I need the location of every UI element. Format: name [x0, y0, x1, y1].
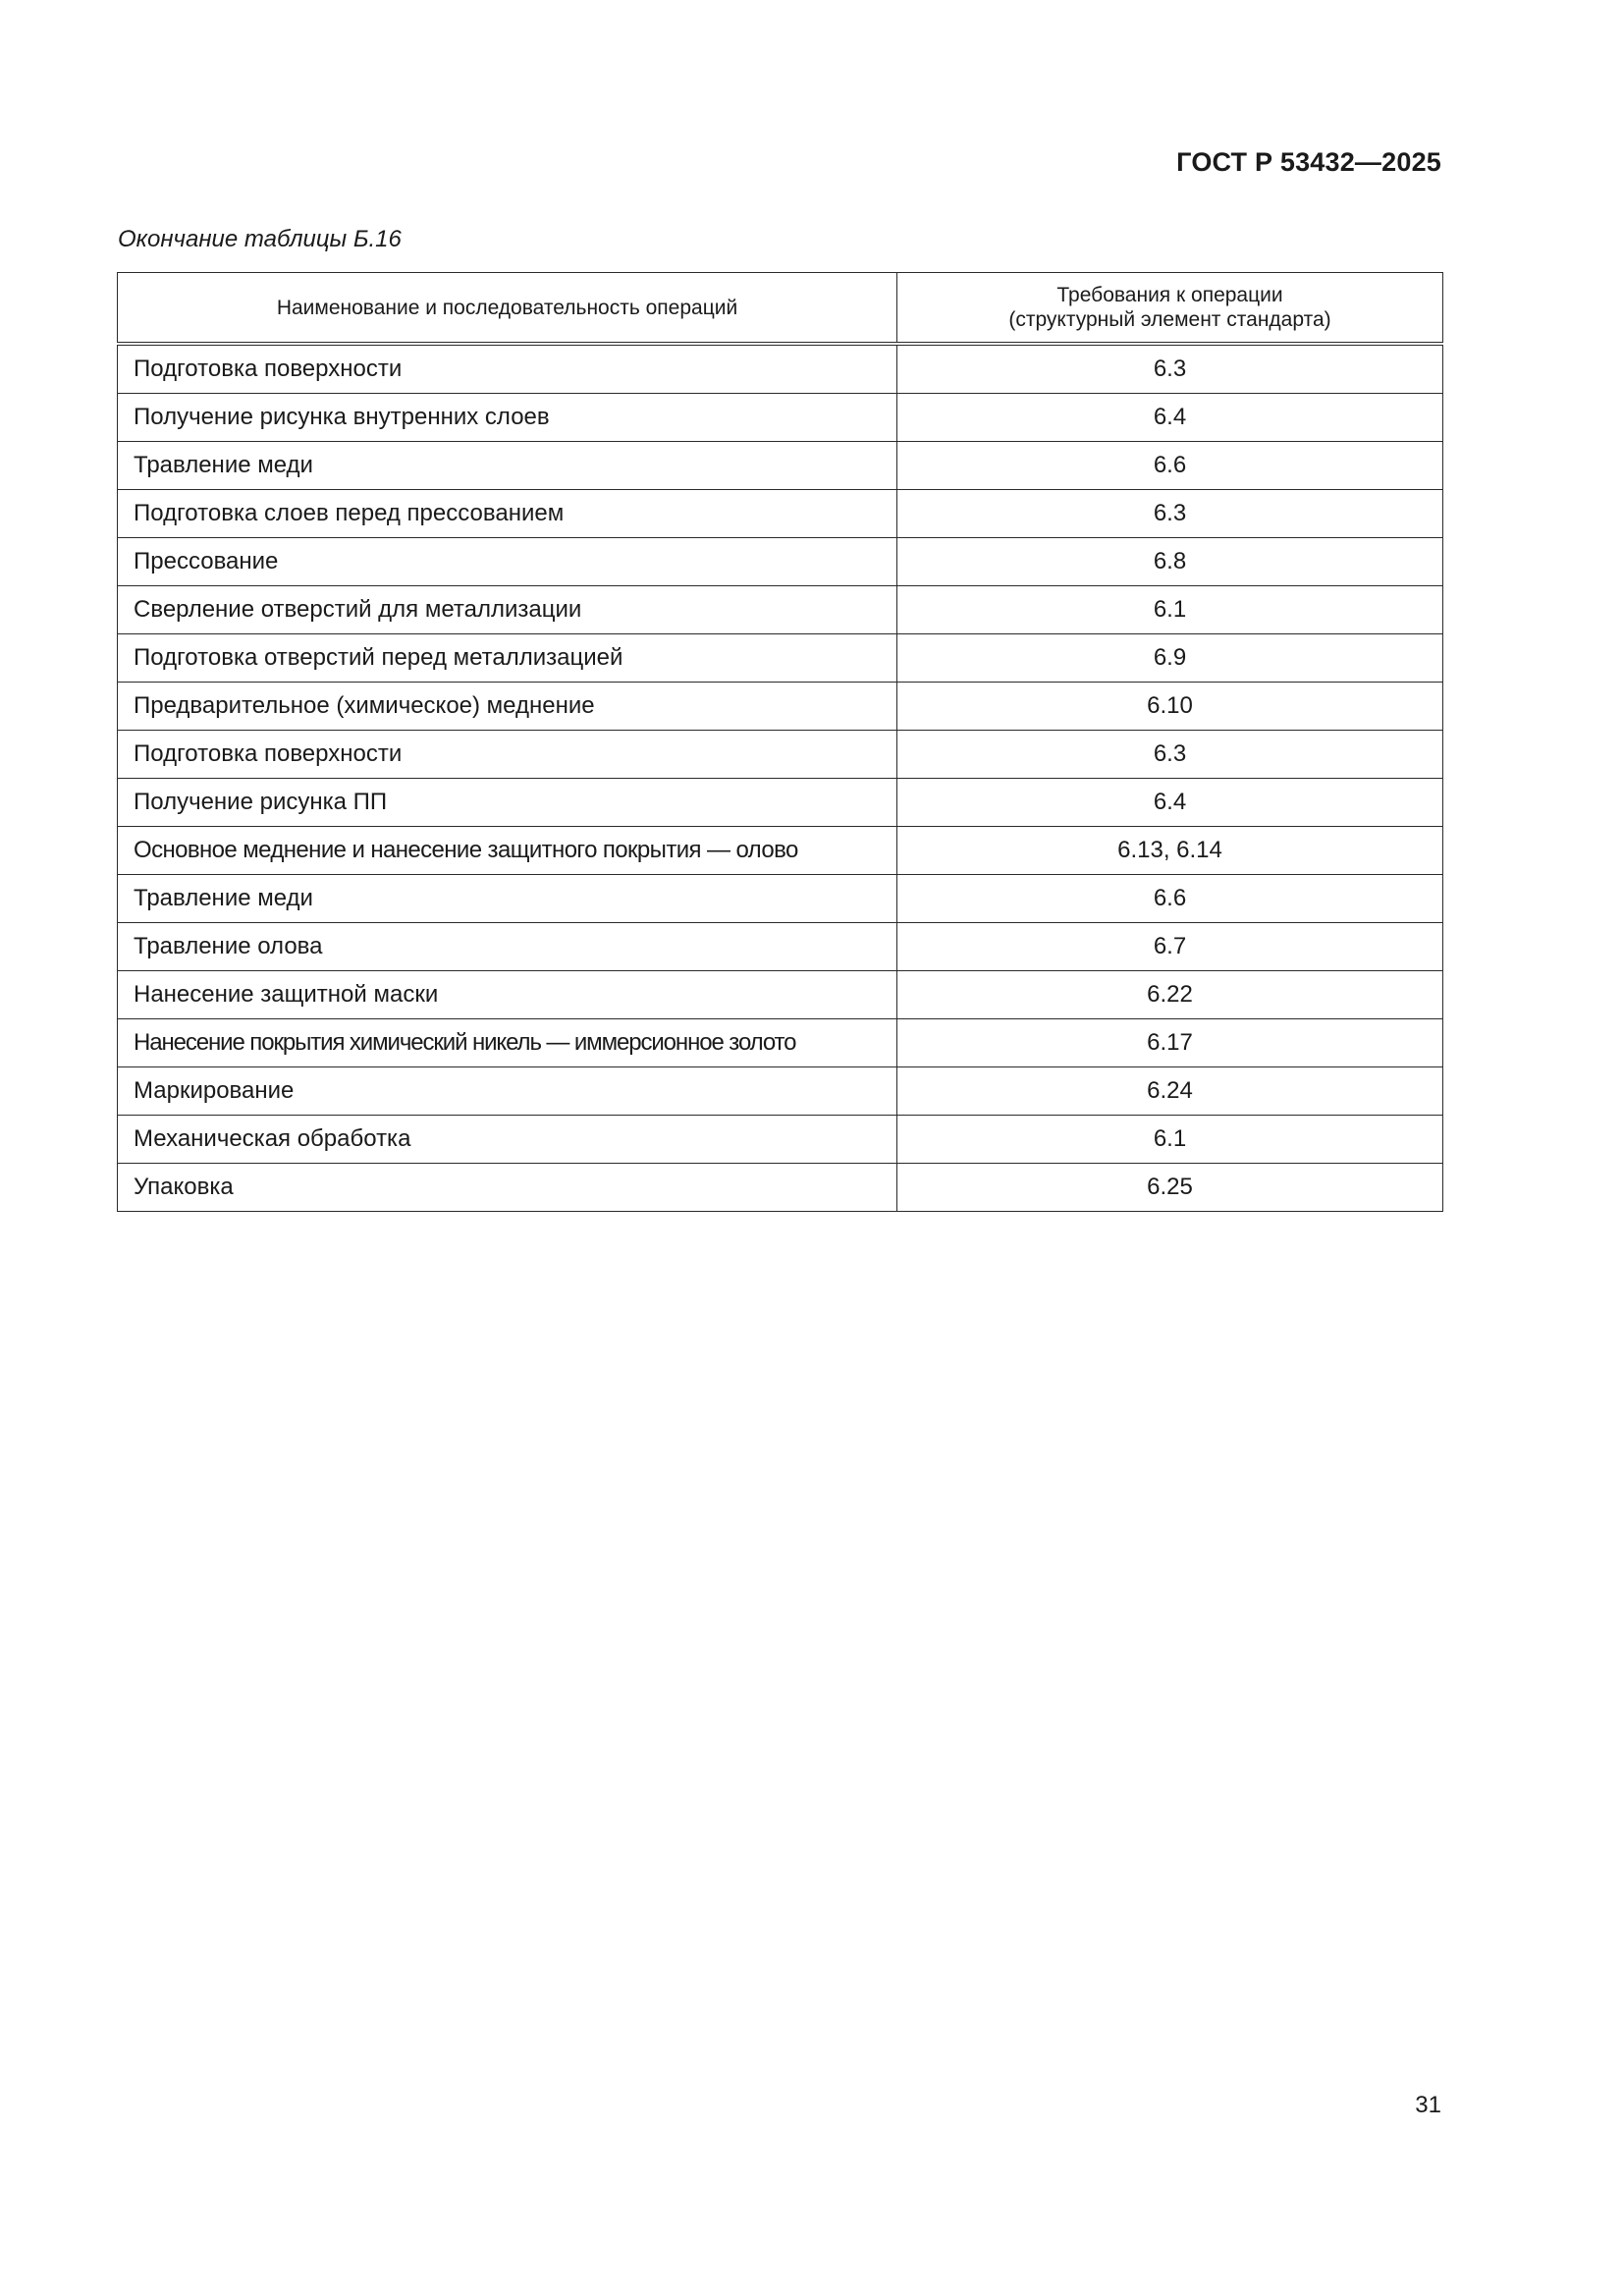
operation-name: Травление меди [118, 875, 897, 923]
column-header-operation: Наименование и последовательность операций [118, 273, 897, 345]
table-row [118, 586, 1443, 634]
operation-name: Получение рисунка ПП [118, 779, 897, 827]
table-row [118, 344, 1443, 394]
operation-name: Прессование [118, 538, 897, 586]
operation-requirement: 6.25 [897, 1164, 1443, 1212]
table-row [118, 490, 1443, 538]
table-row [118, 827, 1443, 875]
operation-requirement: 6.24 [897, 1067, 1443, 1116]
table-header-row [118, 273, 1443, 345]
operation-requirement: 6.8 [897, 538, 1443, 586]
operation-requirement: 6.9 [897, 634, 1443, 683]
operation-requirement: 6.6 [897, 875, 1443, 923]
operation-requirement: 6.3 [897, 731, 1443, 779]
operation-name: Упаковка [118, 1164, 897, 1212]
operation-name: Подготовка поверхности [118, 731, 897, 779]
operation-name: Нанесение покрытия химический никель — иммерсионное золото [118, 1019, 897, 1067]
operation-requirement: 6.7 [897, 923, 1443, 971]
table-row [118, 394, 1443, 442]
column-header-requirements [897, 273, 1443, 345]
operation-requirement: 6.4 [897, 394, 1443, 442]
table-row [118, 1067, 1443, 1116]
operation-name: Нанесение защитной маски [118, 971, 897, 1019]
operation-requirement: 6.6 [897, 442, 1443, 490]
operation-requirement: 6.13, 6.14 [897, 827, 1443, 875]
operation-requirement: 6.17 [897, 1019, 1443, 1067]
operation-name: Травление олова [118, 923, 897, 971]
table-row [118, 634, 1443, 683]
table-row [118, 1019, 1443, 1067]
operation-requirement: 6.22 [897, 971, 1443, 1019]
document-code: ГОСТ Р 53432—2025 [1176, 147, 1441, 177]
table-row [118, 923, 1443, 971]
operation-name: Травление меди [118, 442, 897, 490]
operation-name: Подготовка отверстий перед металлизацией [118, 634, 897, 683]
operation-requirement: 6.1 [897, 1116, 1443, 1164]
table-row [118, 1116, 1443, 1164]
operation-name: Подготовка поверхности [118, 344, 897, 394]
table-row [118, 442, 1443, 490]
operation-requirement: 6.3 [897, 344, 1443, 394]
operation-requirement: 6.3 [897, 490, 1443, 538]
table-caption: Окончание таблицы Б.16 [118, 226, 402, 252]
operation-name: Сверление отверстий для металлизации [118, 586, 897, 634]
operation-requirement: 6.4 [897, 779, 1443, 827]
column-header-requirements-text: Требования к операции (структурный элемент стандарта) [1008, 284, 1331, 331]
operation-requirement: 6.10 [897, 683, 1443, 731]
operations-table [117, 272, 1443, 1212]
operation-requirement: 6.1 [897, 586, 1443, 634]
operation-name: Механическая обработка [118, 1116, 897, 1164]
table-row [118, 538, 1443, 586]
table-row [118, 779, 1443, 827]
table-row [118, 683, 1443, 731]
table-row [118, 875, 1443, 923]
operation-name: Основное меднение и нанесение защитного покрытия — олово [118, 827, 897, 875]
operation-name: Подготовка слоев перед прессованием [118, 490, 897, 538]
table-row [118, 1164, 1443, 1212]
operation-name: Маркирование [118, 1067, 897, 1116]
operation-name: Предварительное (химическое) меднение [118, 683, 897, 731]
operation-name: Получение рисунка внутренних слоев [118, 394, 897, 442]
table-row [118, 731, 1443, 779]
page-number: 31 [1415, 2092, 1441, 2118]
table-row [118, 971, 1443, 1019]
